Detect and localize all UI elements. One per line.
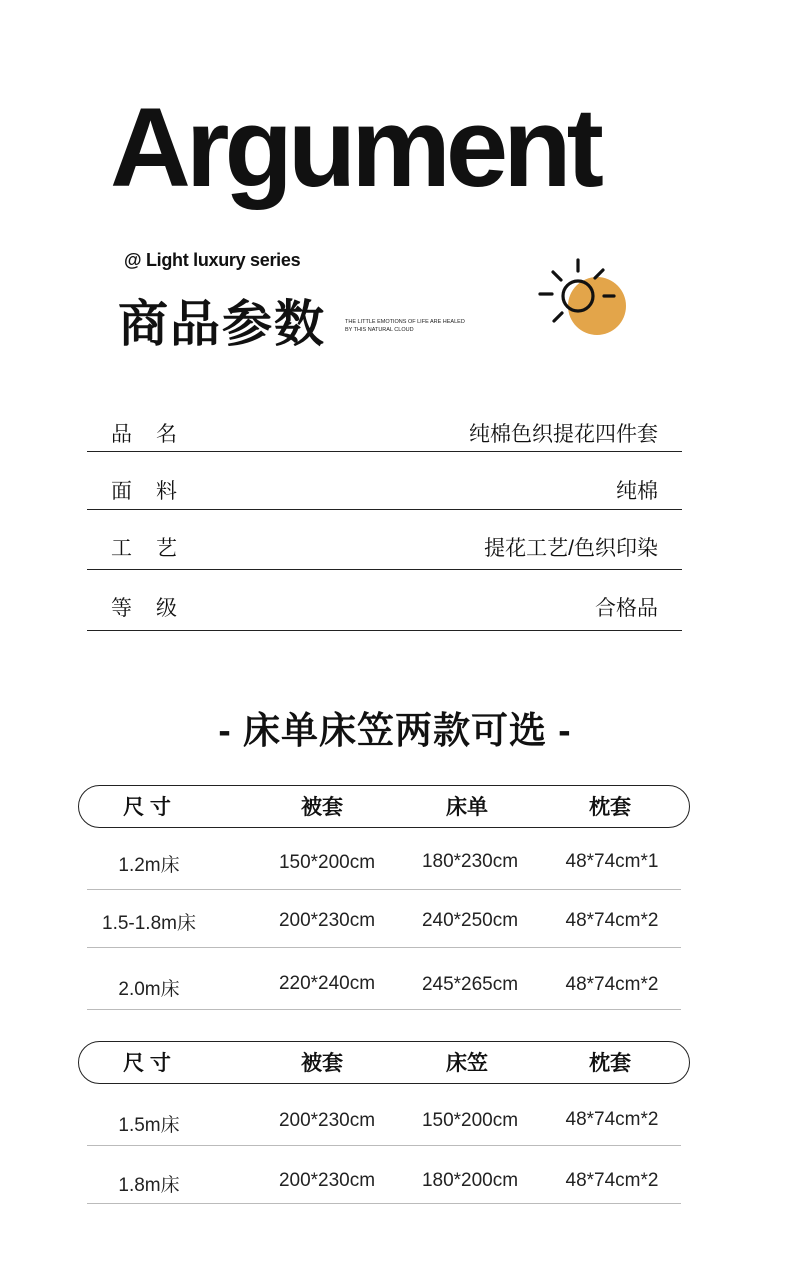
sun-icon <box>536 256 636 346</box>
cell-fitted-sheet: 150*200cm <box>421 1110 519 1131</box>
cell-size: 1.5m床 <box>118 1115 180 1136</box>
param-label: 等级 <box>111 597 201 620</box>
param-value: 纯棉 <box>616 480 658 503</box>
param-label: 面料 <box>111 480 201 503</box>
param-label: 工艺 <box>111 537 201 560</box>
param-row-grade <box>87 570 682 631</box>
header-sheet: 床单 <box>446 796 488 819</box>
product-params <box>87 408 682 631</box>
table-row <box>87 890 681 948</box>
table-header <box>78 1041 690 1084</box>
cell-duvet: 200*230cm <box>278 1110 376 1131</box>
cell-sheet: 180*230cm <box>421 851 519 872</box>
cell-sheet: 240*250cm <box>421 910 519 931</box>
cell-size: 2.0m床 <box>118 979 180 1000</box>
header-duvet: 被套 <box>301 796 343 819</box>
param-row-name <box>87 408 682 452</box>
tagline-line-1: THE LITTLE EMOTIONS OF LIFE ARE HEALED <box>345 319 465 325</box>
cell-size: 1.8m床 <box>118 1175 180 1196</box>
cell-duvet: 200*230cm <box>278 1170 376 1191</box>
cell-pillowcase: 48*74cm*1 <box>565 851 659 872</box>
cell-duvet: 220*240cm <box>278 973 376 994</box>
cell-size: 1.2m床 <box>118 855 180 876</box>
param-label: 品名 <box>111 423 201 446</box>
page-title: 商品参数 <box>118 296 326 352</box>
size-table-fitted <box>78 1041 690 1204</box>
table-row <box>87 1084 681 1146</box>
param-value: 提花工艺/色织印染 <box>484 537 658 560</box>
cell-size: 1.5-1.8m床 <box>102 913 196 934</box>
tagline-line-2: BY THIS NATURAL CLOUD <box>345 327 414 333</box>
table-row <box>87 828 681 890</box>
cell-sheet: 245*265cm <box>421 974 519 995</box>
size-options-heading: - 床单床笠两款可选 - <box>218 710 572 751</box>
param-row-fabric <box>87 452 682 510</box>
cell-pillowcase: 48*74cm*2 <box>565 974 659 995</box>
cell-pillowcase: 48*74cm*2 <box>565 1170 659 1191</box>
header-size: 尺 寸 <box>123 796 171 819</box>
cell-duvet: 200*230cm <box>278 910 376 931</box>
table-row <box>87 948 681 1010</box>
tagline <box>345 318 465 334</box>
header-fitted-sheet: 床笠 <box>446 1052 488 1075</box>
param-value: 纯棉色织提花四件套 <box>469 423 658 446</box>
cell-duvet: 150*200cm <box>278 852 376 873</box>
cell-pillowcase: 48*74cm*2 <box>565 1109 659 1130</box>
cell-fitted-sheet: 180*200cm <box>421 1170 519 1191</box>
table-header <box>78 785 690 828</box>
param-row-craft <box>87 510 682 570</box>
header-pillowcase: 枕套 <box>589 1052 631 1075</box>
cell-pillowcase: 48*74cm*2 <box>565 910 659 931</box>
header-duvet: 被套 <box>301 1052 343 1075</box>
header-size: 尺 寸 <box>123 1052 171 1075</box>
header-pillowcase: 枕套 <box>589 796 631 819</box>
brand-logo-text: Argument <box>110 85 599 210</box>
param-value: 合格品 <box>595 597 658 620</box>
table-row <box>87 1146 681 1204</box>
series-subtitle: @ Light luxury series <box>124 250 301 270</box>
size-table-sheet <box>78 785 690 1010</box>
